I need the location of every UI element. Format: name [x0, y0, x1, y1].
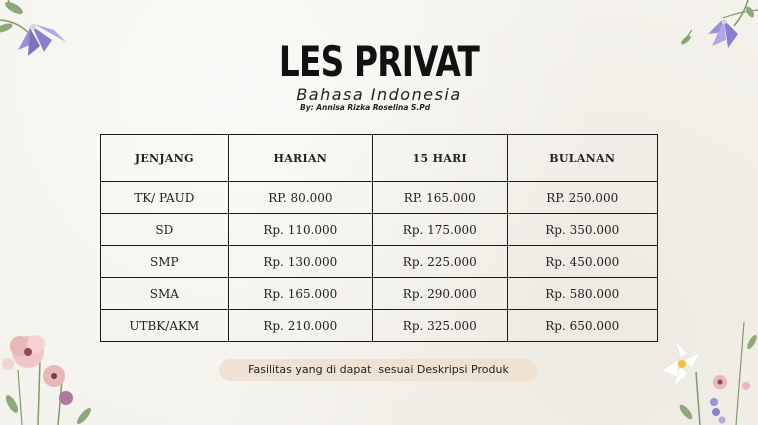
- facilities-note: Fasilitas yang di dapat sesuai Deskripsi Produk: [219, 359, 538, 381]
- table-row: [101, 182, 658, 214]
- cell-harian: RP. 80.000: [228, 182, 372, 214]
- page-title: LES PRIVAT: [278, 37, 480, 86]
- cell-bulanan: RP. 250.000: [507, 182, 658, 214]
- cell-harian: Rp. 110.000: [228, 214, 372, 246]
- cell-15-hari: Rp. 290.000: [373, 278, 507, 310]
- cell-harian: Rp. 210.000: [228, 310, 372, 342]
- table-row: [101, 310, 658, 342]
- cell-jenjang: SMP: [101, 246, 229, 278]
- column-header-bulanan: BULANAN: [507, 135, 658, 182]
- cell-harian: Rp. 165.000: [228, 278, 372, 310]
- purple-flower-top-right-icon: [678, 0, 758, 60]
- column-header-15-hari: 15 HARI: [373, 135, 507, 182]
- cell-jenjang: SMA: [101, 278, 229, 310]
- cell-jenjang: TK/ PAUD: [101, 182, 229, 214]
- cell-15-hari: Rp. 225.000: [373, 246, 507, 278]
- cell-jenjang: SD: [101, 214, 229, 246]
- author-byline: By: Annisa Rizka Roselina S.Pd: [300, 103, 431, 112]
- table-header-row: [101, 135, 658, 182]
- price-table: [100, 134, 658, 342]
- page-subtitle: Bahasa Indonesia: [296, 85, 462, 104]
- table-row: [101, 246, 658, 278]
- column-header-harian: HARIAN: [228, 135, 372, 182]
- cell-bulanan: Rp. 580.000: [507, 278, 658, 310]
- table-row: [101, 278, 658, 310]
- table-row: [101, 214, 658, 246]
- cell-harian: Rp. 130.000: [228, 246, 372, 278]
- cell-bulanan: Rp. 650.000: [507, 310, 658, 342]
- white-flower-bottom-right-icon: [656, 312, 758, 425]
- column-header-jenjang: JENJANG: [101, 135, 229, 182]
- cell-15-hari: Rp. 175.000: [373, 214, 507, 246]
- cell-jenjang: UTBK/AKM: [101, 310, 229, 342]
- pink-flowers-bottom-left-icon: [0, 320, 100, 425]
- cell-15-hari: Rp. 325.000: [373, 310, 507, 342]
- purple-flower-top-left-icon: [0, 0, 80, 70]
- cell-bulanan: Rp. 450.000: [507, 246, 658, 278]
- cell-bulanan: Rp. 350.000: [507, 214, 658, 246]
- cell-15-hari: RP. 165.000: [373, 182, 507, 214]
